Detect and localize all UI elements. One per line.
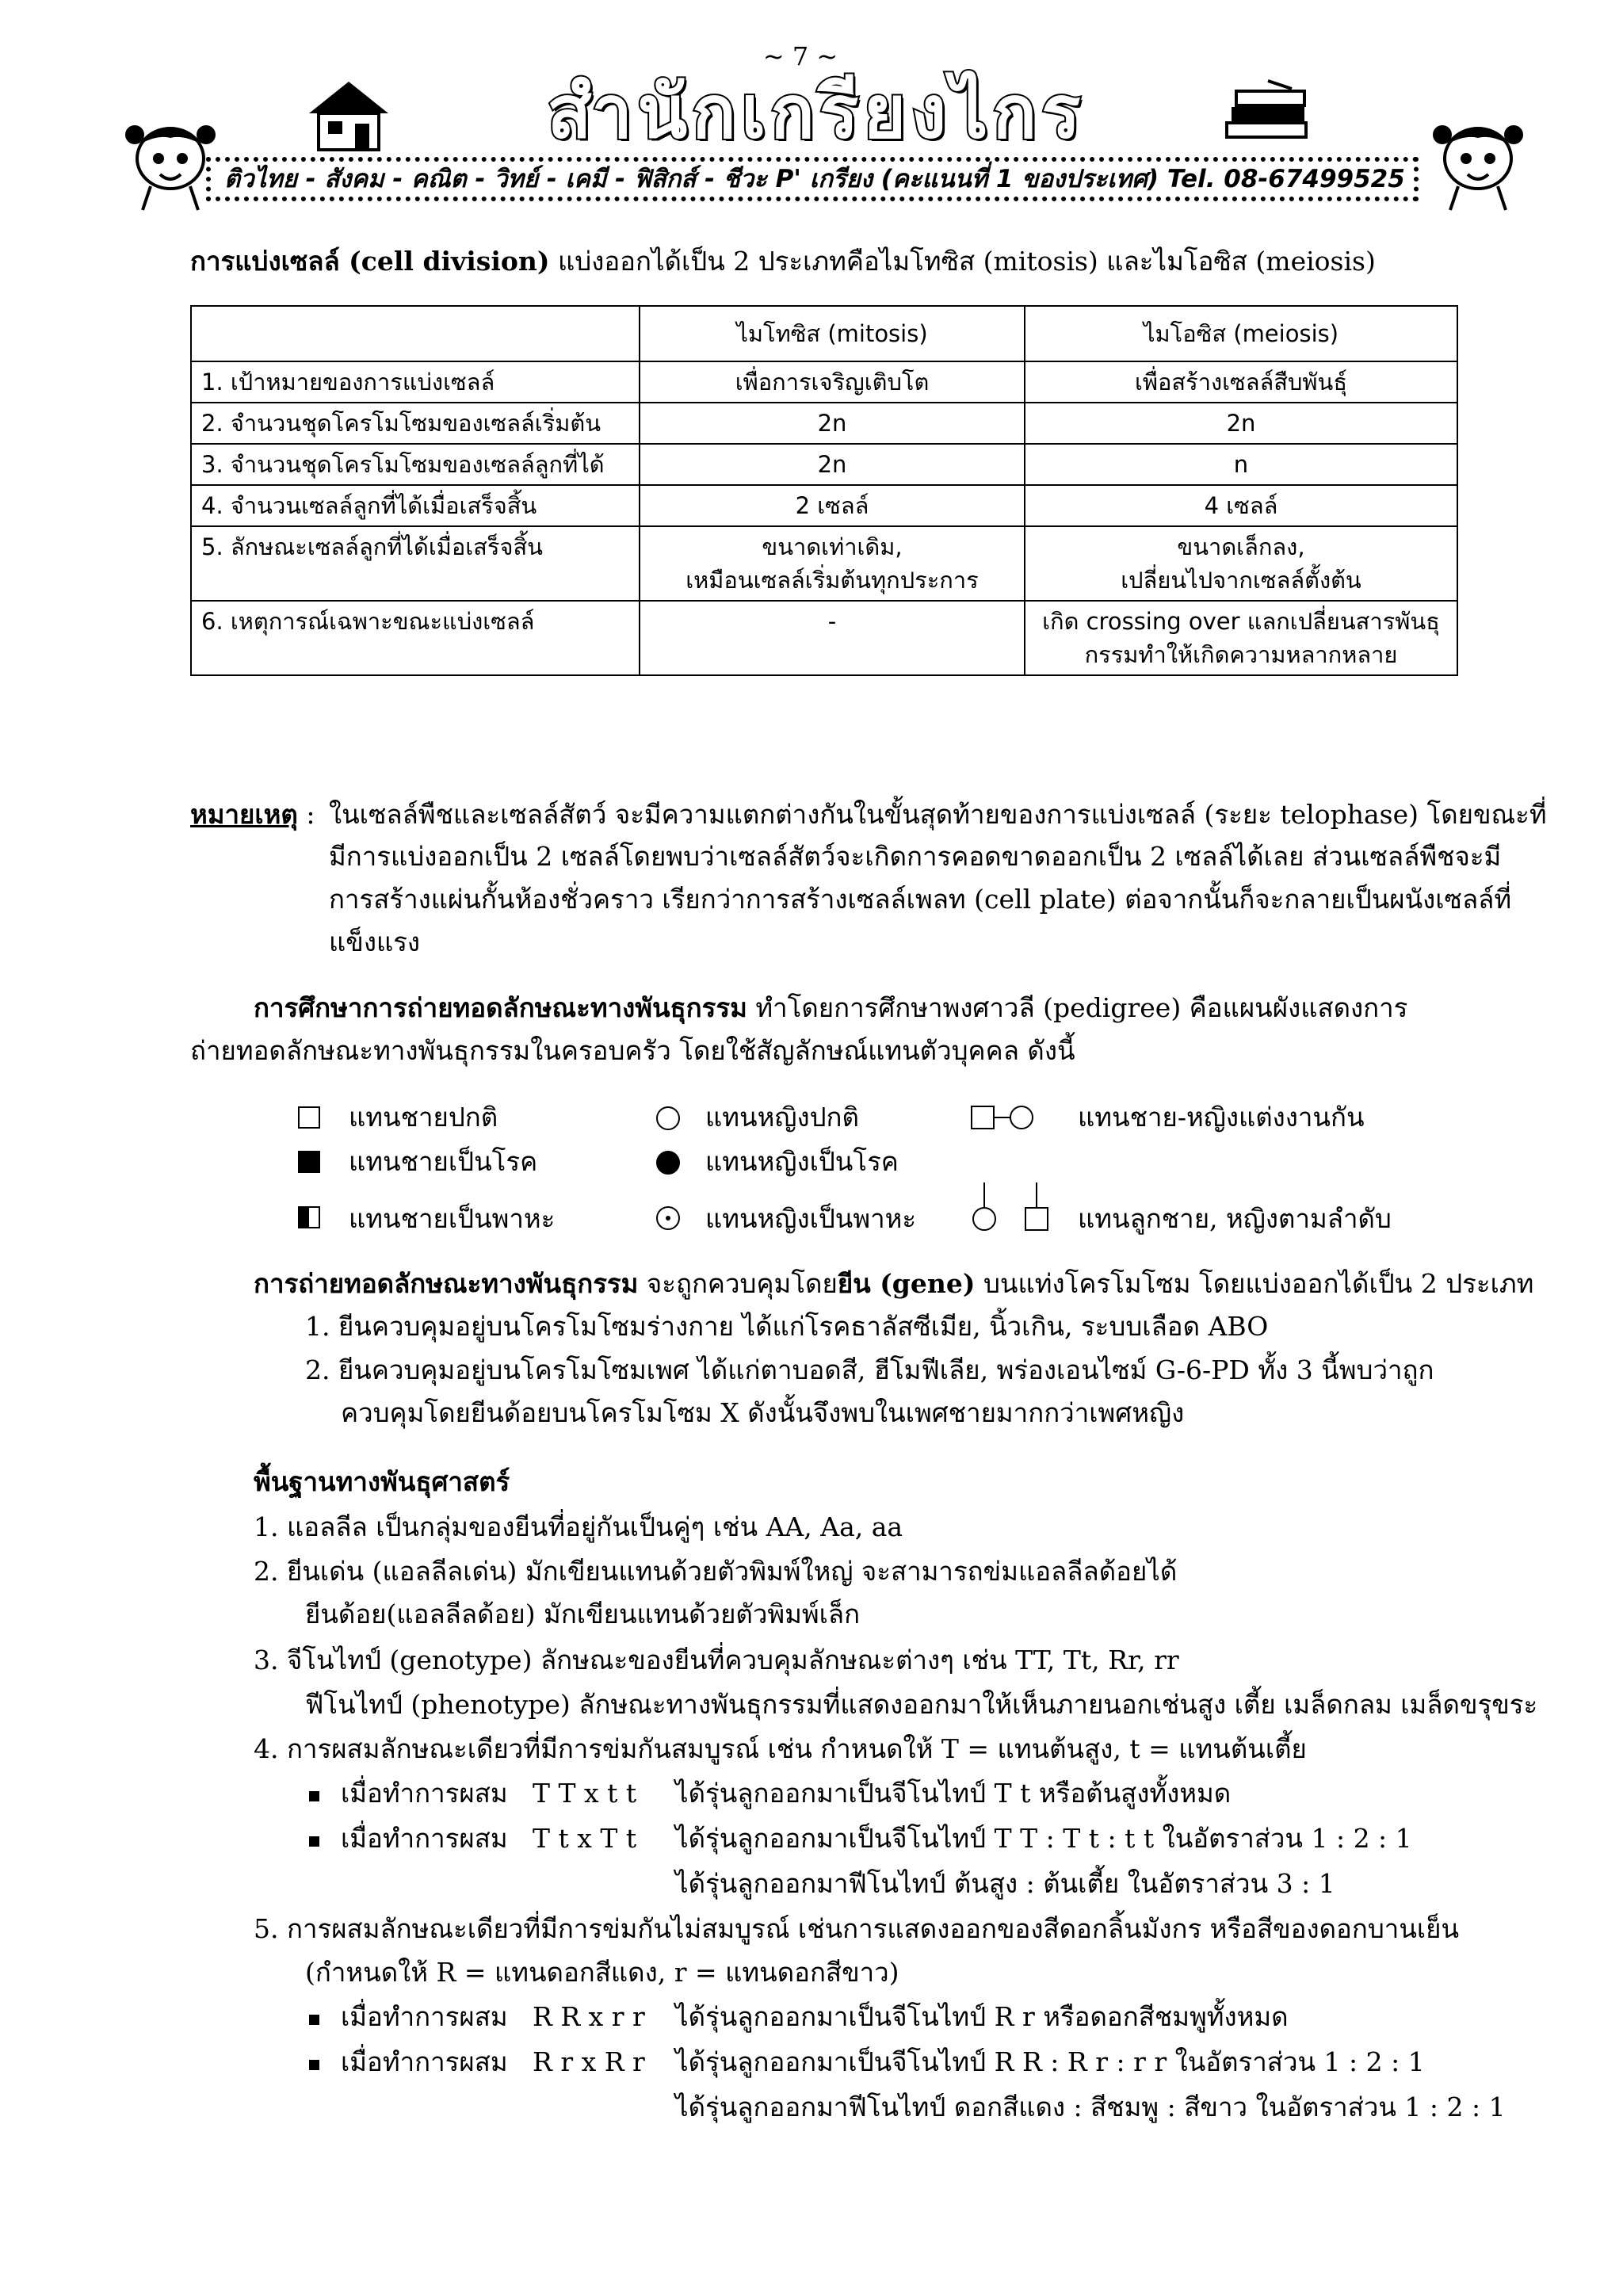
list-item: 1. ยีนควบคุมอยู่บนโครโมโซมร่างกาย ได้แก่โรคธาลัสซีเมีย, นิ้วเกิน, ระบบเลือด ABO: [305, 1311, 1269, 1342]
table-row: [191, 361, 1457, 403]
symbol-label: แทนหญิงปกติ: [705, 1102, 859, 1133]
cross-result: ได้รุ่นลูกออกมาเป็นจีโนไทป์ R R : R r : r r ในอัตราส่วน 1 : 2 : 1: [675, 2046, 1425, 2077]
bullet-icon: [309, 1836, 319, 1847]
symbol-label: แทนลูกชาย, หญิงตามลำดับ: [1078, 1203, 1392, 1234]
cross-result: ได้รุ่นลูกออกมาเป็นจีโนไทป์ T t หรือต้นสูงทั้งหมด: [675, 1778, 1232, 1809]
table-row: [191, 485, 1457, 526]
cross-label: เมื่อทำการผสม: [341, 2001, 508, 2032]
symbol-label: แทนชายปกติ: [349, 1102, 498, 1133]
list-item: ฟีโนไทป์ (phenotype) ลักษณะทางพันธุกรรมที่แสดงออกมาให้เห็นภายนอกเช่นสูง เตี้ย เมล็ดกลม เมล็ดขรุขระ: [305, 1689, 1538, 1720]
list-item: 3. จีโนไทป์ (genotype) ลักษณะของยีนที่ควบคุมลักษณะต่างๆ เช่น TT, Tt, Rr, rr: [254, 1645, 1179, 1675]
carrier-male-symbol: [298, 1206, 320, 1228]
married-couple-symbol: [971, 1105, 1034, 1130]
row-label: 1. เป้าหมายของการแบ่งเซลล์: [191, 361, 640, 403]
table-header-cell: ไมโทซิส (mitosis): [640, 306, 1025, 361]
inheritance-intro: [254, 1266, 1533, 1302]
cross-formula: R R x r r: [533, 2001, 645, 2032]
list-item: 2. ยีนควบคุมอยู่บนโครโมโซมเพศ ได้แก่ตาบอดสี, ฮีโมฟีเลีย, พร่องเอนไซม์ G-6-PD ทั้ง 3 นี้พบว่าถูก: [305, 1354, 1434, 1385]
inheritance-text: บนแท่งโครโมโซม โดยแบ่งออกได้เป็น 2 ประเภท: [975, 1268, 1534, 1299]
symbol-label: แทนชายเป็นโรค: [349, 1146, 538, 1177]
mitosis-cell: 2n: [640, 403, 1025, 444]
cell-line: เกิด crossing over แลกเปลี่ยนสารพันธุ: [1042, 608, 1440, 635]
pedigree-intro: [254, 990, 1407, 1026]
cell-line: กรรมทำให้เกิดความหลากหลาย: [1084, 641, 1398, 668]
cross-label: เมื่อทำการผสม: [341, 1778, 508, 1809]
note-line: [190, 797, 315, 833]
cell-line: เหมือนเซลล์เริ่มต้นทุกประการ: [685, 567, 979, 594]
meiosis-cell: 4 เซลล์: [1025, 485, 1457, 526]
school-name-logo: สำนักเกรียงไกร: [547, 70, 1086, 155]
mitosis-cell: 2 เซลล์: [640, 485, 1025, 526]
cross-formula: T T x t t: [533, 1778, 637, 1809]
mitosis-cell: -: [640, 601, 1025, 675]
meiosis-cell: เพื่อสร้างเซลล์สืบพันธุ์: [1025, 361, 1457, 403]
cross-result: ได้รุ่นลูกออกมาเป็นจีโนไทป์ T T : T t : t t ในอัตราส่วน 1 : 2 : 1: [675, 1823, 1412, 1854]
note-text: การสร้างแผ่นกั้นห้องชั่วคราว เรียกว่าการสร้างเซลล์เพลท (cell plate) ต่อจากนั้นก็จะกลายเป็นผนังเซลล์ที่: [329, 884, 1512, 915]
table-row: [191, 444, 1457, 485]
meiosis-cell: [1025, 601, 1457, 675]
cross-formula: R r x R r: [533, 2046, 645, 2077]
symbol-label: แทนชายเป็นพาหะ: [349, 1203, 556, 1234]
intro-line: [190, 243, 1376, 280]
symbol-label: แทนชาย-หญิงแต่งงานกัน: [1078, 1102, 1365, 1133]
section-heading: พื้นฐานทางพันธุศาสตร์: [254, 1466, 510, 1497]
table-row: [191, 403, 1457, 444]
bullet-icon: [309, 2060, 319, 2070]
cross-formula: T t x T t: [533, 1823, 637, 1854]
cell-line: เปลี่ยนไปจากเซลล์ตั้งต้น: [1121, 567, 1361, 594]
division-comparison-table: [190, 305, 1458, 676]
pedigree-text: ทำโดยการศึกษาพงศาวลี (pedigree) คือแผนผังแสดงการ: [747, 992, 1408, 1023]
cross-label: เมื่อทำการผสม: [341, 1823, 508, 1854]
bullet-icon: [309, 1791, 319, 1801]
mascot-icon: [1426, 111, 1529, 214]
intro-text: แบ่งออกได้เป็น 2 ประเภทคือไมโทซิส (mitosis) และไมโอซิส (meiosis): [549, 246, 1376, 277]
inheritance-term: การถ่ายทอดลักษณะทางพันธุกรรม: [254, 1268, 639, 1299]
note-text: ในเซลล์พืชและเซลล์สัตว์ จะมีความแตกต่างกันในขั้นสุดท้ายของการแบ่งเซลล์ (ระยะ telophase) โดยขณะที่: [329, 799, 1547, 830]
table-header-row: [191, 306, 1457, 361]
mitosis-cell: [640, 526, 1025, 601]
list-item: 2. ยีนเด่น (แอลลีลเด่น) มักเขียนแทนด้วยตัวพิมพ์ใหญ่ จะสามารถข่มแอลลีลด้อยได้: [254, 1556, 1178, 1587]
inheritance-text: จะถูกควบคุมโดย: [638, 1268, 838, 1299]
list-item: 4. การผสมลักษณะเดียวที่มีการข่มกันสมบูรณ์ เช่น กำหนดให้ T = แทนต้นสูง, t = แทนต้นเตี้ย: [254, 1733, 1307, 1764]
table-header-cell: ไมโอซิส (meiosis): [1025, 306, 1457, 361]
cross-label: เมื่อทำการผสม: [341, 2046, 508, 2077]
note-label: หมายเหตุ: [190, 799, 298, 830]
gene-term: ยีน (gene): [837, 1268, 976, 1299]
affected-female-symbol: [656, 1151, 680, 1175]
meiosis-cell: 2n: [1025, 403, 1457, 444]
note-colon: :: [297, 799, 315, 830]
pedigree-text: ถ่ายทอดลักษณะทางพันธุกรรมในครอบครัว โดยใช้สัญลักษณ์แทนตัวบุคคล ดังนี้: [190, 1035, 1075, 1066]
list-item: 5. การผสมลักษณะเดียวที่มีการข่มกันไม่สมบูรณ์ เช่นการแสดงออกของสีดอกลิ้นมังกร หรือสีของดอกบานเย็น: [254, 1913, 1460, 1944]
mitosis-cell: 2n: [640, 444, 1025, 485]
row-label: 5. ลักษณะเซลล์ลูกที่ได้เมื่อเสร็จสิ้น: [191, 526, 640, 601]
row-label: 2. จำนวนชุดโครโมโซมของเซลล์เริ่มต้น: [191, 403, 640, 444]
books-icon: [1220, 79, 1316, 151]
symbol-label: แทนหญิงเป็นโรค: [705, 1146, 899, 1177]
list-item: ยีนด้อย(แอลลีลด้อย) มักเขียนแทนด้วยตัวพิมพ์เล็ก: [305, 1599, 861, 1629]
row-label: 4. จำนวนเซลล์ลูกที่ได้เมื่อเสร็จสิ้น: [191, 485, 640, 526]
affected-male-symbol: [298, 1151, 320, 1173]
table-row: [191, 601, 1457, 675]
pedigree-term: การศึกษาการถ่ายทอดลักษณะทางพันธุกรรม: [254, 992, 747, 1023]
cross-result: ได้รุ่นลูกออกมาฟีโนไทป์ ต้นสูง : ต้นเตี้ย ในอัตราส่วน 3 : 1: [675, 1868, 1335, 1899]
row-label: 6. เหตุการณ์เฉพาะขณะแบ่งเซลล์: [191, 601, 640, 675]
cell-line: ขนาดเท่าเดิม,: [762, 533, 903, 560]
subjects-line: ติวไทย - สังคม - คณิต - วิทย์ - เคมี - ฟิสิกส์ - ชีวะ P' เกรียง (คะแนนที่ 1 ของประเทศ) Tel. 08-67499525: [224, 165, 1405, 193]
table-header-cell: [191, 306, 640, 361]
cell-line: ขนาดเล็กลง,: [1177, 533, 1305, 560]
note-text: มีการแบ่งออกเป็น 2 เซลล์โดยพบว่าเซลล์สัตว์จะเกิดการคอดขาดออกเป็น 2 เซลล์ได้เลย ส่วนเซลล์พืชจะมี: [329, 841, 1502, 872]
carrier-female-symbol: [656, 1206, 680, 1230]
meiosis-cell: n: [1025, 444, 1457, 485]
cross-result: ได้รุ่นลูกออกมาฟีโนไทป์ ดอกสีแดง : สีชมพู : สีขาว ในอัตราส่วน 1 : 2 : 1: [675, 2092, 1506, 2122]
house-icon: [301, 78, 396, 153]
meiosis-cell: [1025, 526, 1457, 601]
table-row: [191, 526, 1457, 601]
symbol-label: แทนหญิงเป็นพาหะ: [705, 1203, 917, 1234]
bullet-icon: [309, 2015, 319, 2025]
cross-result: ได้รุ่นลูกออกมาเป็นจีโนไทป์ R r หรือดอกสีชมพูทั้งหมด: [675, 2001, 1289, 2032]
list-item: ควบคุมโดยยีนด้อยบนโครโมโซม X ดังนั้นจึงพบในเพศชายมากกว่าเพศหญิง: [341, 1397, 1185, 1428]
normal-female-symbol: [656, 1106, 680, 1130]
list-item: (กำหนดให้ R = แทนดอกสีแดง, r = แทนดอกสีขาว): [305, 1957, 899, 1988]
list-item: 1. แอลลีล เป็นกลุ่มของยีนที่อยู่กันเป็นคู่ๆ เช่น AA, Aa, aa: [254, 1511, 903, 1542]
normal-male-symbol: [298, 1106, 320, 1129]
intro-term: การแบ่งเซลล์ (cell division): [190, 246, 550, 277]
note-text: แข็งแรง: [329, 926, 421, 957]
page-number: ~ 7 ~: [762, 41, 838, 71]
children-symbol: [967, 1179, 1054, 1235]
row-label: 3. จำนวนชุดโครโมโซมของเซลล์ลูกที่ได้: [191, 444, 640, 485]
mitosis-cell: เพื่อการเจริญเติบโต: [640, 361, 1025, 403]
